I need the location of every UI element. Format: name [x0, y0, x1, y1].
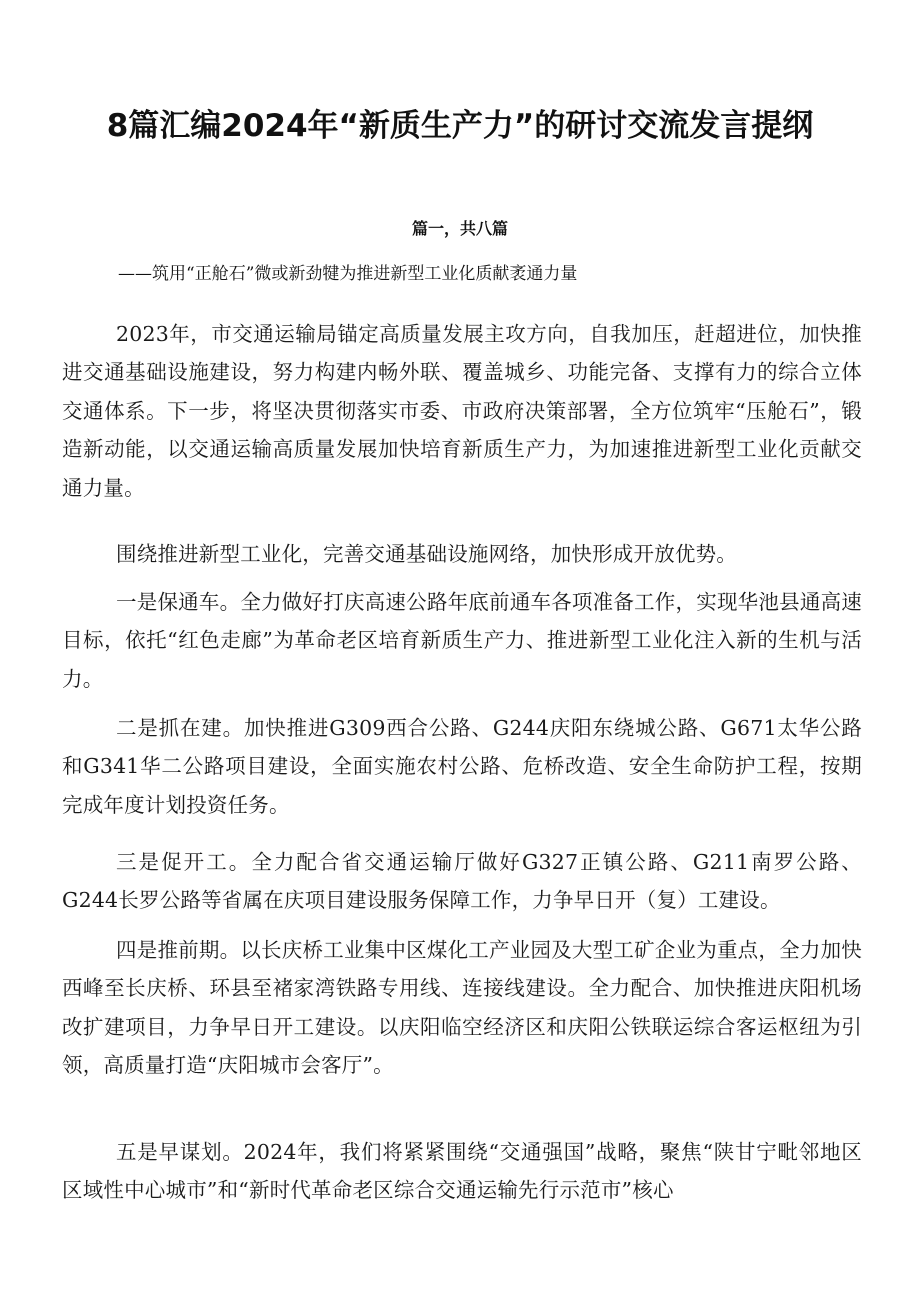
paragraph-item-3: 三是促开工。全力配合省交通运输厅做好G327正镇公路、G211南罗公路、G244长罗公路等省属在庆项目建设服务保障工作，力争早日开（复）工建设。 [62, 849, 862, 912]
section-heading: 篇一，共八篇 [411, 219, 508, 238]
paragraph-theme: 围绕推进新型工业化，完善交通基础设施网络，加快形成开放优势。 [116, 541, 737, 566]
paragraph-item-4: 四是推前期。以长庆桥工业集中区煤化工产业园及大型工矿企业为重点，全力加快西峰至长庆桥、环县至褚家湾铁路专用线、连接线建设。全力配合、加快推进庆阳机场改扩建项目，力争早日开工建设。以庆阳临空经济区和庆阳公铁联运综合客运枢纽为引领，高质量打造“庆阳城市会客厅”。 [62, 937, 862, 1077]
paragraph-item-2: 二是抓在建。加快推进G309西合公路、G244庆阳东绕城公路、G671太华公路和G341华二公路项目建设，全面实施农村公路、危桥改造、安全生命防护工程，按期完成年度计划投资任务。 [62, 715, 862, 817]
document-title: 8篇汇编2024年“新质生产力”的研讨交流发言提纲 [106, 108, 814, 144]
paragraph-item-1: 一是保通车。全力做好打庆高速公路年底前通车各项准备工作，实现华池县通高速目标，依托“红色走廊”为革命老区培育新质生产力、推进新型工业化注入新的生机与活力。 [62, 589, 862, 691]
paragraph-intro: 2023年，市交通运输局锚定高质量发展主攻方向，自我加压，赶超进位，加快推进交通基础设施建设，努力构建内畅外联、覆盖城乡、功能完备、支撑有力的综合立体交通体系。下一步，将坚决贯彻落实市委、市政府决策部署，全方位筑牢“压舱石”，锻造新动能，以交通运输高质量发展加快培育新质生产力，为加速推进新型工业化贡献交通力量。 [62, 321, 862, 500]
paragraph-item-5: 五是早谋划。2024年，我们将紧紧围绕“交通强国”战略，聚焦“陕甘宁毗邻地区区域性中心城市”和“新时代革命老区综合交通运输先行示范市”核心 [62, 1139, 862, 1202]
section-subtitle: ——筑用“正舱石”微或新劲犍为推进新型工业化质献袤通力量 [118, 264, 578, 284]
